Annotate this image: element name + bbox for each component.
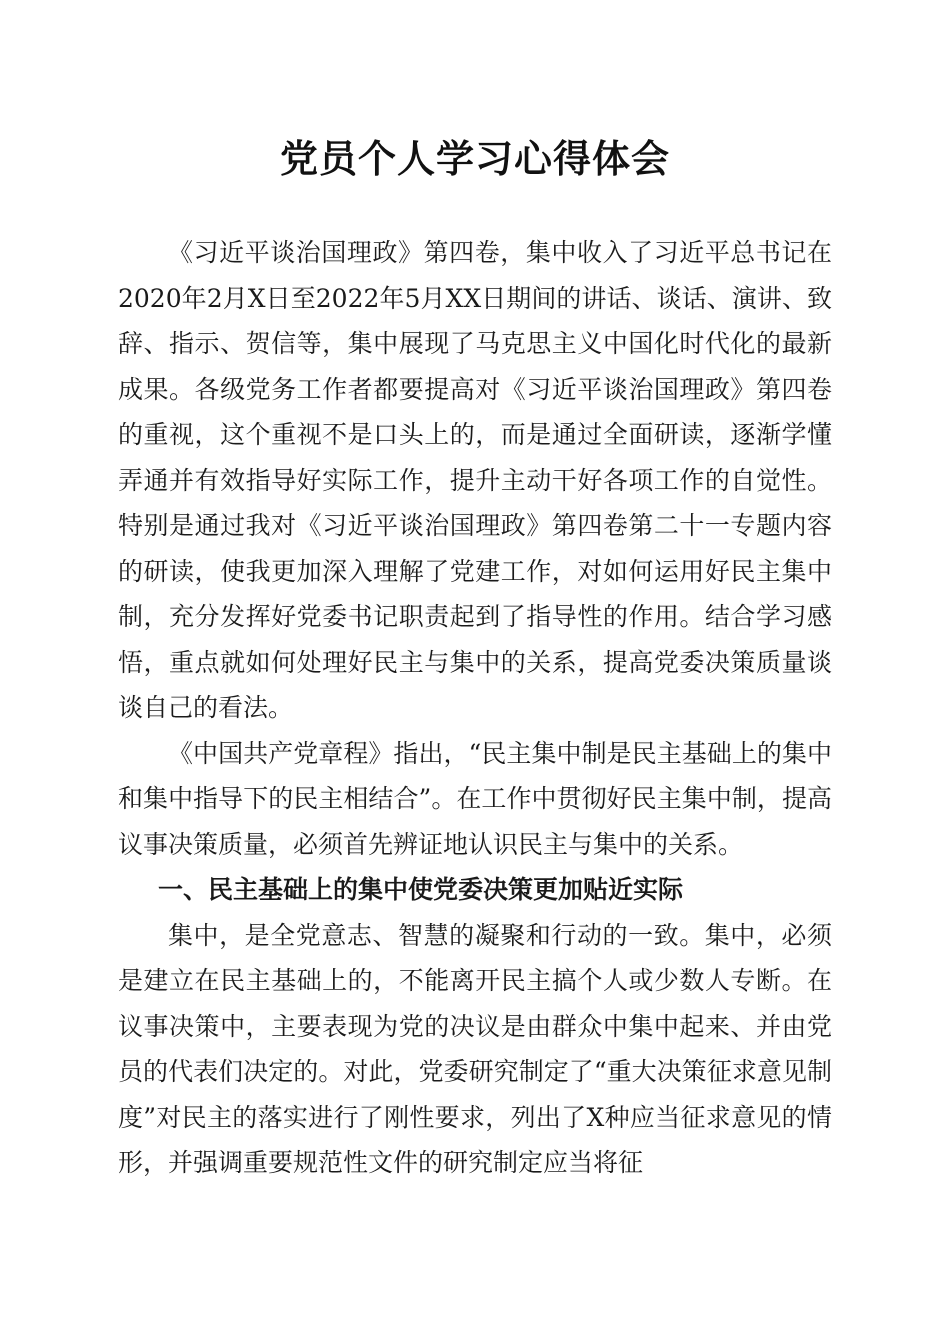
- section-heading: 一、民主基础上的集中使党委决策更加贴近实际: [158, 875, 684, 904]
- paragraph-intro: 《习近平谈治国理政》第四卷，集中收入了习近平总书记在2020年2月X日至2022年5月XX日期间的讲话、谈话、演讲、致辞、指示、贺信等，集中展现了马克思主义中国化时代化的最新成果。各级党务工作者都要提高对《习近平谈治国理政》第四卷的重视，这个重视不是口头上的，而是通过全面研读，逐渐学懂弄通并有效指导好实际工作，提升主动干好各项工作的自觉性。特别是通过我对《习近平谈治国理政》第四卷第二十一专题内容的研读，使我更加深入理解了党建工作，对如何运用好民主集中制，充分发挥好党委书记职责起到了指导性的作用。结合学习感悟，重点就如何处理好民主与集中的关系，提高党委决策质量谈谈自己的看法。: [118, 238, 832, 722]
- document-title: 党员个人学习心得体会: [279, 136, 670, 181]
- paragraph-section-one: 集中，是全党意志、智慧的凝聚和行动的一致。集中，必须是建立在民主基础上的，不能离开民主搞个人或少数人专断。在议事决策中，主要表现为党的决议是由群众中集中起来、并由党员的代表们决定的。对此，党委研究制定了“重大决策征求意见制度”对民主的落实进行了刚性要求，列出了X种应当征求意见的情形，并强调重要规范性文件的研究制定应当将征: [118, 920, 832, 1177]
- document-body: [118, 230, 832, 1186]
- paragraph-party-constitution: 《中国共产党章程》指出，“民主集中制是民主基础上的集中和集中指导下的民主相结合”。在工作中贯彻好民主集中制，提高议事决策质量，必须首先辨证地认识民主与集中的关系。: [118, 738, 832, 859]
